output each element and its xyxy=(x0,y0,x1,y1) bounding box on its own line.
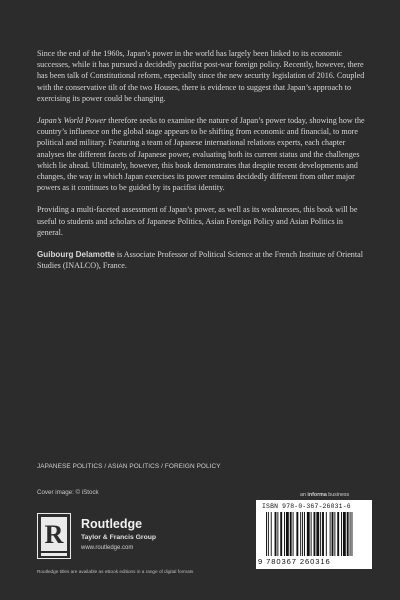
ebook-availability-note: Routledge titles are available as eBook editions in a range of digital formats xyxy=(37,569,194,574)
blurb-paragraph-1: Since the end of the 1960s, Japan’s power in the world has largely been linked to its economic successes, while it has pursued a decidedly pacifist post-war foreign policy. Recently, however, there has been talk of Constitutional reform, especially since the new security legislation of 2016. Coupled with the conservative tilt of the two Houses, there is evidence to suggest that Japan’s approach to exercising its power could be changing. xyxy=(37,49,365,103)
author-name: Guibourg Delamotte xyxy=(37,250,115,260)
publisher-group: Taylor & Francis Group xyxy=(81,534,157,541)
routledge-logo-icon xyxy=(37,513,71,559)
blurb-paragraph-3: Providing a multi-faceted assessment of Japan’s power, as well as its weaknesses, this book will be useful to students and scholars of Japanese Politics, Asian Foreign Policy and Asian Politics in general. xyxy=(37,205,358,237)
author-bio xyxy=(37,249,367,271)
isbn-label: ISBN 978-0-367-26031-6 xyxy=(262,503,351,510)
barcode-bars xyxy=(256,512,372,558)
cover-image-credit: Cover image: © iStock xyxy=(37,489,99,496)
barcode-digits: 9 780367 260316 xyxy=(258,557,331,566)
isbn-barcode xyxy=(256,500,372,569)
blurb xyxy=(37,48,367,282)
book-title-italic: Japan’s World Power xyxy=(37,116,107,126)
author-bio-text: is Associate Professor of Political Science at the French Institute of Oriental Studies (INALCO), France. xyxy=(37,250,363,271)
informa-business-label xyxy=(300,492,349,498)
publisher-url: www.routledge.com xyxy=(81,545,134,551)
publisher-block xyxy=(37,513,197,563)
publisher-name: Routledge xyxy=(81,517,143,531)
informa-brand: informa xyxy=(307,492,327,498)
informa-prefix: an xyxy=(300,492,308,498)
logo-letter: R xyxy=(44,520,64,549)
blurb-paragraph-2 xyxy=(37,115,367,193)
informa-suffix: business xyxy=(326,492,350,498)
blurb-paragraph-2-text: therefore seeks to examine the nature of Japan’s power today, showing how the country’s influence on the global stage appears to be shifting from economic and financial, to more political and military. Featuring a team of Japanese international relations experts, each chapter analyses the different facets of Japanese power, evaluating both its current status and the challenges which lie ahead. Ultimately, however, this book demonstrates that despite recent developments and changes, the way in which Japan exercises its power remains decidedly different from other major powers as it continues to be guided by its pacifist identity. xyxy=(37,116,365,193)
subject-categories: JAPANESE POLITICS / ASIAN POLITICS / FOREIGN POLICY xyxy=(37,463,221,470)
